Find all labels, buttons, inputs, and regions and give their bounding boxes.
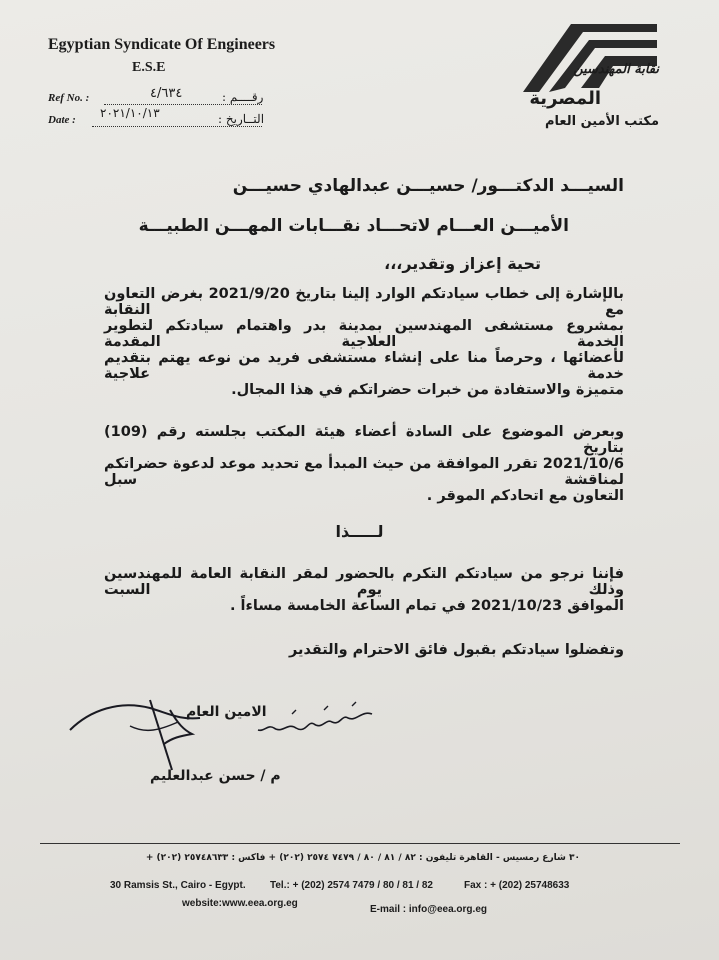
para3-line: فإننا نرجو من سيادتكم التكرم بالحضور لمقر النقابة العامة للمهندسين وذلك يوم السبت [104,566,624,598]
para1-line: لأعضائها ، وحرصاً منا على إنشاء مستشفى فريد من نوعه يهتم بتقديم خدمة علاجية [104,350,624,382]
footer-address-en: 30 Ramsis St., Cairo - Egypt. [110,880,246,891]
para1-line: بمشروع مستشفى المهندسين بمدينة بدر واهتمام سيادتكم لتطوير الخدمة العلاجية المقدمة [104,318,624,350]
recipient-position: الأميـــن العـــام لاتحـــاد نقـــابات المهـــن الطبيـــة [138,216,569,236]
date-dotted-line [92,126,262,127]
ref-dotted-line [104,104,262,105]
ref-label: Ref No. : [48,92,90,104]
handwritten-note-icon [252,700,382,740]
closing: وتفضلوا سيادتكم بقبول فائق الاحترام والتقدير [288,642,624,658]
footer-email: E-mail : info@eea.org.eg [370,904,487,915]
footer-divider [40,843,680,844]
para3-line: الموافق 2021/10/23 في تمام الساعة الخامسة مساءاً . [229,598,624,614]
footer-website: website:www.eea.org.eg [182,898,298,909]
footer-fax: Fax : + (202) 25748633 [464,880,570,891]
signature-title: الامين العام [186,704,267,720]
org-abbr: E.S.E [132,60,166,75]
para2-line: 2021/10/6 تقرر الموافقة من حيث المبدأ مع تحديد موعد لدعوة حضراتكم لمناقشة سبل [104,456,624,488]
para1-line: متميزة والاستفادة من خبرات حضراتكم في هذا المجال. [231,382,624,398]
lehaza-heading: لـــــذا [335,522,384,541]
logo-line1: نقابة المهندسين [573,62,659,77]
logo-line2: المصرية [529,88,601,109]
signature-name: م / حسن عبدالعليم [150,768,281,784]
recipient: السيـــد الدكتـــور/ حسيـــن عبدالهادي حسيـــن [232,176,624,196]
para2-line: وبعرض الموضوع على السادة أعضاء هيئة المكتب بجلسته رقم (109) بتاريخ [104,424,624,456]
para2-line: التعاون مع اتحادكم الموقر . [426,488,624,504]
signature-scribble-icon [60,690,210,780]
footer-address-ar: ٣٠ شارع رمسيس - القاهرة تليفون : ٨٢ / ٨١ / ٨٠ / ٧٤٧٩ ٢٥٧٤ (٢٠٢) + فاكس : ٢٥٧٤٨٦٣٣ (٢٠٢) + [145,853,580,863]
logo-office: مكتب الأمين العام [544,114,659,129]
date-label: Date : [48,114,76,126]
date-label-ar: التــاريخ : [218,112,265,126]
date-value: ٢٠٢١/١٠/١٣ [100,106,160,120]
greeting: تحية إعزاز وتقدير،،، [384,254,541,273]
para1-line: بالإشارة إلى خطاب سيادتكم الوارد إلينا بتاريخ 2021/9/20 بغرض التعاون مع النقابة [104,286,624,318]
ref-value: ٤/٦٣٤ [150,86,183,101]
footer-tel: Tel.: + (202) 2574 7479 / 80 / 81 / 82 [270,880,433,891]
ref-label-ar: رقــــم : [222,90,264,104]
org-name-en: Egyptian Syndicate Of Engineers [48,36,276,53]
